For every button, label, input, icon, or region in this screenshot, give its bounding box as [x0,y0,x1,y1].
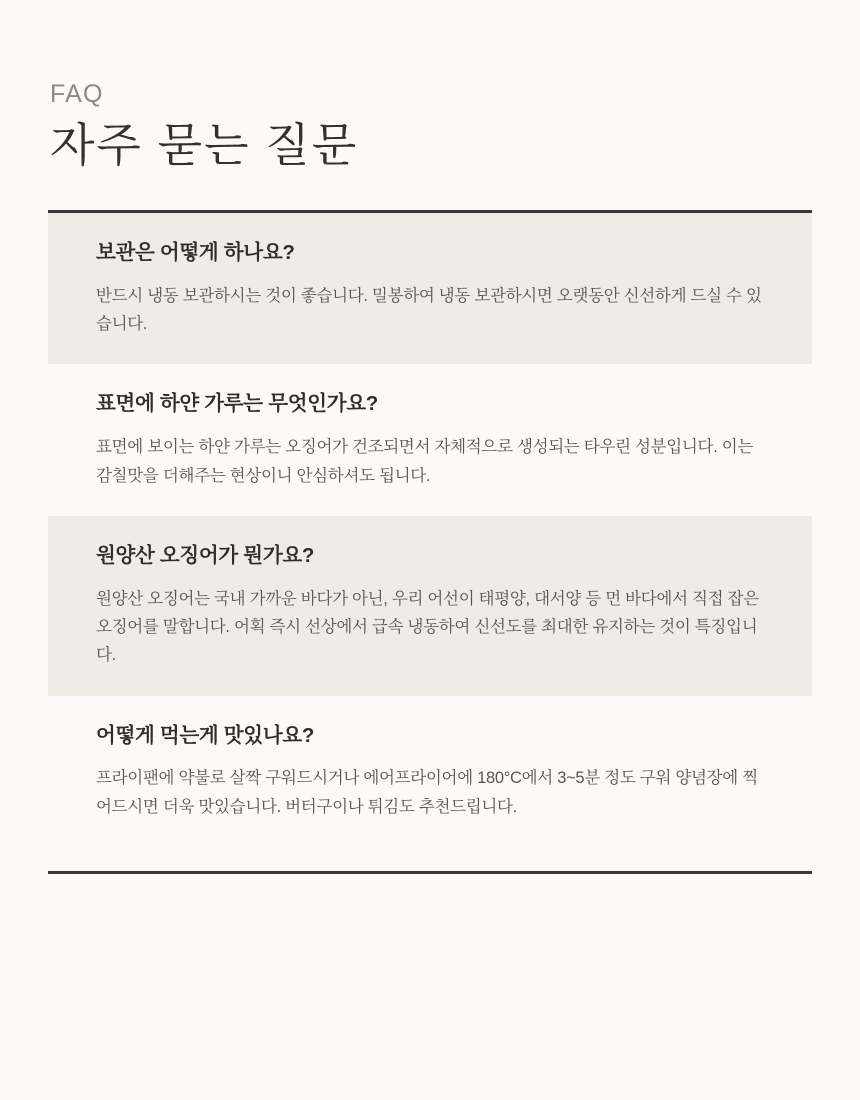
faq-answer: 표면에 보이는 하얀 가루는 오징어가 건조되면서 자체적으로 생성되는 타우린 성분입니다. 이는 감칠맛을 더해주는 현상이니 안심하셔도 됩니다. [96,438,754,485]
faq-question: 원양산 오징어가 뭔가요? [96,543,315,567]
page-eyebrow: FAQ [50,80,104,108]
faq-question: 어떻게 먹는게 맛있나요? [96,723,315,747]
faq-item[interactable] [48,516,812,696]
divider-bottom [48,871,812,874]
faq-item[interactable] [48,213,812,364]
faq-answer: 반드시 냉동 보관하시는 것이 좋습니다. 밀봉하여 냉동 보관하시면 오랫동안 신선하게 드실 수 있습니다. [96,286,762,334]
faq-item[interactable] [48,696,812,847]
faq-answer: 원양산 오징어는 국내 가까운 바다가 아닌, 우리 어선이 태평양, 대서양 등 먼 바다에서 직접 잡은 오징어를 말합니다. 어획 즉시 선상에서 급속 냉동하여 신선도를 최대한 유지하는 것이 특징입니다. [96,589,759,665]
page-title: 자주 묻는 질문 [50,118,359,171]
page-header [48,78,812,174]
faq-item[interactable] [48,364,812,515]
faq-answer: 프라이팬에 약불로 살짝 구워드시거나 에어프라이어에 180°C에서 3~5분 정도 구워 양념장에 찍어드시면 더욱 맛있습니다. 버터구이나 튀김도 추천드립니다. [96,769,758,816]
faq-question: 표면에 하얀 가루는 무엇인가요? [96,392,378,416]
faq-question: 보관은 어떻게 하나요? [96,241,295,264]
faq-list [48,213,812,847]
